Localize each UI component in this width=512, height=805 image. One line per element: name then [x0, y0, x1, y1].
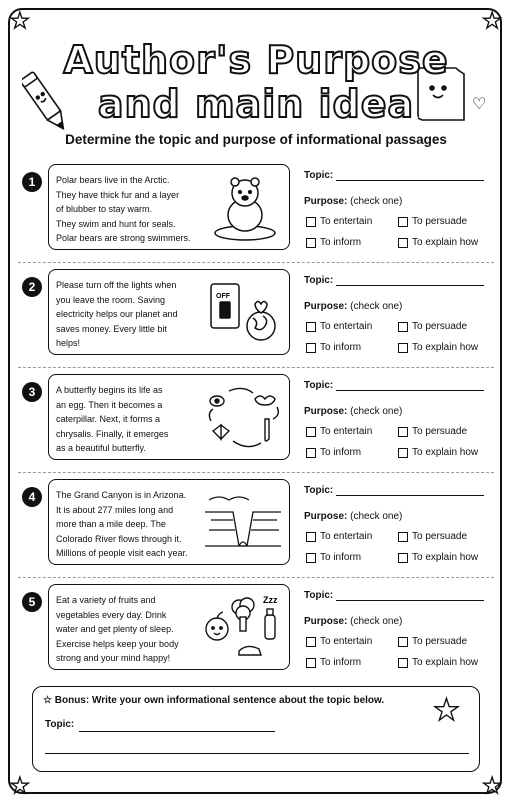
checkbox[interactable] [398, 238, 408, 248]
topic-label: Topic: [304, 485, 334, 496]
section-divider [18, 367, 494, 368]
topic-label: Topic: [304, 170, 334, 181]
checkbox[interactable] [398, 217, 408, 227]
passage-text: Polar bears live in the Arctic. They have thick fur and a layer of blubber to stay warm. They swim and hunt for seals. Polar bears are strong swimmers. [56, 175, 191, 243]
option-entertain[interactable]: To entertain [306, 426, 372, 437]
passage-section-2 [18, 265, 494, 365]
topic-input-line[interactable] [336, 180, 484, 181]
option-entertain[interactable]: To entertain [306, 636, 372, 647]
option-explain[interactable]: To explain how [398, 237, 478, 248]
canyon-icon [203, 486, 283, 558]
topic-label: Topic: [304, 590, 334, 601]
smiling-star-icon: ★ [433, 694, 460, 727]
light-switch-earth-icon [203, 276, 283, 348]
star-corner-icon: ★ [482, 8, 502, 33]
section-divider [18, 262, 494, 263]
option-inform[interactable]: To inform [306, 237, 361, 248]
star-corner-icon: ★ [10, 8, 30, 33]
purpose-label: Purpose: (check one) [304, 511, 403, 522]
checkbox[interactable] [306, 448, 316, 458]
section-divider [18, 577, 494, 578]
bonus-instruction: ☆ Bonus: Write your own informational sentence about the topic below. [43, 695, 385, 706]
topic-label: Topic: [304, 380, 334, 391]
option-entertain[interactable]: To entertain [306, 531, 372, 542]
passage-text: The Grand Canyon is in Arizona. It is about 277 miles long and more than a mile deep. The Colorado River flows through it. Millions of people visit each year. [56, 490, 188, 558]
healthy-habits-icon [203, 591, 283, 663]
passage-text: Please turn off the lights when you leave the room. Saving electricity helps our planet and saves money. Every little bit helps! [56, 280, 178, 348]
topic-input-line[interactable] [336, 600, 484, 601]
option-persuade[interactable]: To persuade [398, 216, 467, 227]
page-title: Author's Purpose [63, 38, 449, 82]
checkbox[interactable] [306, 322, 316, 332]
section-number: 3 [22, 382, 42, 402]
checkbox[interactable] [306, 553, 316, 563]
heart-icon: ♡ [472, 96, 487, 113]
option-persuade[interactable]: To persuade [398, 321, 467, 332]
checkbox[interactable] [398, 322, 408, 332]
purpose-label: Purpose: (check one) [304, 406, 403, 417]
sleep-zzz-icon: Zzz [263, 595, 278, 605]
topic-input-line[interactable] [336, 390, 484, 391]
checkbox[interactable] [306, 238, 316, 248]
option-persuade[interactable]: To persuade [398, 636, 467, 647]
purpose-label: Purpose: (check one) [304, 196, 403, 207]
section-number: 5 [22, 592, 42, 612]
section-number: 1 [22, 172, 42, 192]
checkbox[interactable] [306, 427, 316, 437]
bonus-box [32, 686, 480, 772]
checkbox[interactable] [306, 532, 316, 542]
polar-bear-icon [203, 171, 283, 243]
passage-text: Eat a variety of fruits and vegetables every day. Drink water and get plenty of sleep. Exercise helps keep your body strong and your mind happy! [56, 595, 179, 663]
passage-box [48, 374, 290, 460]
option-explain[interactable]: To explain how [398, 552, 478, 563]
passage-box [48, 479, 290, 565]
page-subtitle: Determine the topic and purpose of informational passages [65, 132, 447, 147]
passage-section-3 [18, 370, 494, 470]
checkbox[interactable] [306, 637, 316, 647]
option-inform[interactable]: To inform [306, 657, 361, 668]
option-explain[interactable]: To explain how [398, 657, 478, 668]
bonus-sentence-input-line[interactable] [45, 753, 469, 754]
topic-label: Topic: [304, 275, 334, 286]
checkbox[interactable] [398, 448, 408, 458]
page-title-line2: and main idea [97, 82, 415, 126]
star-corner-icon: ★ [482, 773, 502, 798]
passage-text: A butterfly begins its life as an egg. Then it becomes a caterpillar. Next, it forms a chrysalis. Finally, it emerges as a beautiful butterfly. [56, 385, 169, 453]
option-explain[interactable]: To explain how [398, 447, 478, 458]
topic-input-line[interactable] [336, 285, 484, 286]
topic-input-line[interactable] [336, 495, 484, 496]
checkbox[interactable] [306, 343, 316, 353]
section-number: 2 [22, 277, 42, 297]
star-corner-icon: ★ [10, 773, 30, 798]
passage-section-1 [18, 160, 494, 260]
option-inform[interactable]: To inform [306, 342, 361, 353]
switch-label: OFF [216, 293, 230, 300]
checkbox[interactable] [398, 427, 408, 437]
option-persuade[interactable]: To persuade [398, 531, 467, 542]
passage-section-5 [18, 580, 494, 680]
checkbox[interactable] [398, 343, 408, 353]
checkbox[interactable] [306, 658, 316, 668]
checkbox[interactable] [398, 532, 408, 542]
option-inform[interactable]: To inform [306, 552, 361, 563]
checkbox[interactable] [398, 553, 408, 563]
option-persuade[interactable]: To persuade [398, 426, 467, 437]
option-inform[interactable]: To inform [306, 447, 361, 458]
passage-box [48, 164, 290, 250]
star-icon: ☆ [43, 695, 52, 706]
passage-box [48, 584, 290, 670]
checkbox[interactable] [398, 637, 408, 647]
section-number: 4 [22, 487, 42, 507]
passage-box [48, 269, 290, 355]
checkbox[interactable] [398, 658, 408, 668]
section-divider [18, 472, 494, 473]
option-entertain[interactable]: To entertain [306, 216, 372, 227]
purpose-label: Purpose: (check one) [304, 301, 403, 312]
passage-section-4 [18, 475, 494, 575]
purpose-label: Purpose: (check one) [304, 616, 403, 627]
butterfly-life-cycle-icon [203, 381, 283, 453]
bonus-topic-label: Topic: [45, 719, 75, 730]
option-entertain[interactable]: To entertain [306, 321, 372, 332]
bonus-topic-input-line[interactable] [79, 731, 275, 732]
checkbox[interactable] [306, 217, 316, 227]
option-explain[interactable]: To explain how [398, 342, 478, 353]
